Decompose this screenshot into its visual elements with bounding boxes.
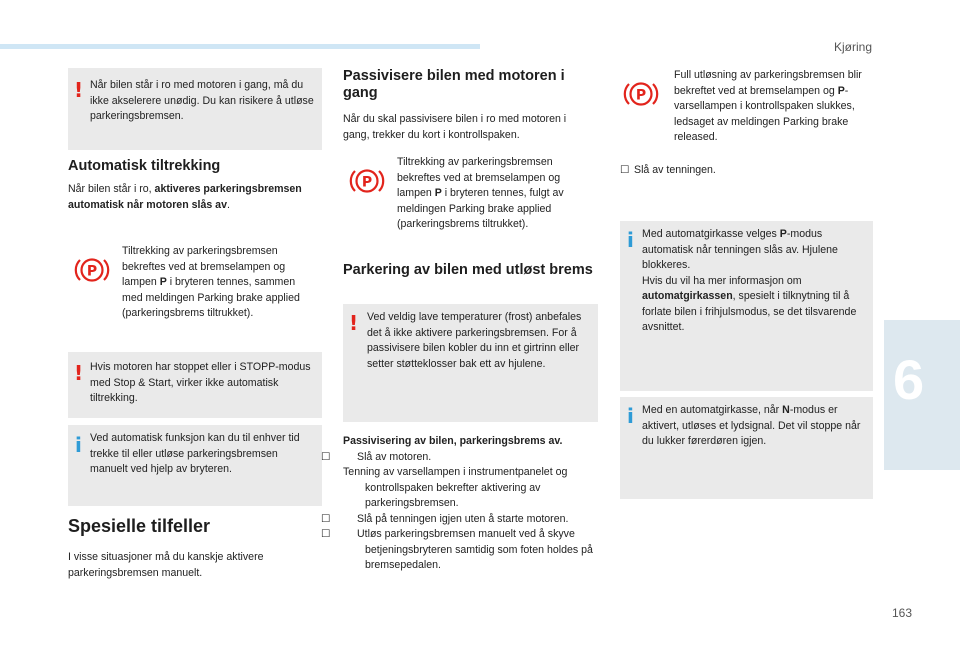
section-title: Kjøring [833,40,872,54]
warning-note-stop-start [68,352,322,418]
checkbox-icon: ☐ [321,528,331,540]
step-text: Slå på tenningen igjen uten å starte motoren. [357,512,569,525]
auto-apply-intro [68,182,318,213]
passivate-confirm-text-b: i bryteren tennes, fulgt av meldingen Parking brake applied (parkeringsbrems tiltrukket). [397,187,564,230]
step-note [343,465,601,512]
info2-bold: automatgirkassen [642,290,733,302]
passivate-confirmation [397,155,595,233]
info3-n: N [782,404,790,416]
step-text: Utløs parkeringsbremsen manuelt ved å skyve betjeningsbryteren samtidig som foten holdes på bremsepedalen. [357,528,593,571]
passivate-steps [321,434,601,574]
auto-apply-confirmation [122,244,318,322]
warning-icon: ! [74,361,84,385]
auto-apply-intro-text: Når bilen står i ro, [68,183,155,195]
checkbox-icon: ☐ [321,450,331,463]
step-text: Slå av motoren. [357,450,432,463]
info-icon: i [627,228,634,252]
warning-icon: ! [349,311,359,335]
header-accent-bar [0,44,480,49]
checkbox-icon: ☐ [321,512,331,525]
info-icon: i [75,433,82,457]
page-number: 163 [891,606,912,620]
info2-p: P [779,228,787,240]
steps-title: Passivisering av bilen, parkeringsbrems av. [343,435,563,447]
heading-automatic-apply: Automatisk tiltrekking [68,158,221,174]
info2-text-a: Med automatgirkasse velges [642,228,780,240]
release-p: P [837,84,845,97]
info2-text-b: -modus automatisk når tenningen slås av. Hjulene blokkeres. [642,228,838,271]
special-cases-text: I visse situasjoner må du kanskje aktivere parkeringsbremsen manuelt. [68,551,264,579]
info-text: Ved automatisk funksjon kan du til enhver tid trekke til eller utløse parkeringsbremsen manuelt ved hjelp av bryteren. [90,432,300,475]
info-text [642,227,868,336]
release-text-b: -varsellampen i kontrollspaken slukkes, ledsaget av meldingen Parking brake released. [674,84,855,143]
auto-apply-end: . [226,198,230,211]
svg-text:P: P [86,263,98,280]
heading-special-cases: Spesielle tilfeller [68,516,211,536]
svg-text:P: P [361,174,373,191]
warning-text: Ved veldig lave temperaturer (frost) anbefales det å ikke aktivere parkeringsbremsen. For å passivisere bilen kobler du inn et girtrinn eller setter støtteklosser bak ett av hjulene. [367,311,582,370]
parking-brake-icon [621,78,661,110]
chapter-number: 6 [893,348,925,411]
heading-passivate-engine-running: Passivisere bilen med motoren i gang [343,68,565,101]
warning-icon: ! [74,78,84,102]
step-item [321,527,601,574]
svg-text:P: P [635,87,647,104]
passivate-confirm-text-a: Tiltrekking av parkeringsbremsen bekreftes ved at bremselampen og lampen [397,156,561,199]
info-note-manual [68,425,322,506]
info-note-neutral-mode [620,397,873,499]
step-text: Slå av tenningen. [634,164,716,176]
auto-confirm-p: P [159,276,167,288]
warning-text: Når bilen står i ro med motoren i gang, må du ikke akselerere unødig. Du kan risikere å utløse parkeringsbremsen. [90,79,314,122]
parking-brake-icon [72,254,112,286]
parking-brake-icon [347,165,387,197]
info2-text-d: , spesielt i tilknytning til å forlate bilen i frihjulsmodus, se det tilsvarende avsnittet. [642,290,857,333]
release-confirmation [674,68,874,146]
warning-note-low-temperature [343,304,598,422]
info3-text-b: -modus er aktivert, utløses et lydsignal. Det vil stoppe når du lukker førerdøren igjen. [642,404,861,447]
step-note-text: Tenning av varsellampen i instrumentpanelet og kontrollspaken bekrefter aktivering av parkeringsbremsen. [343,466,568,509]
step-item [321,512,601,528]
warning-text: Hvis motoren har stoppet eller i STOPP-modus med Stop & Start, virker ikke automatisk tiltrekking. [90,361,311,404]
step-item [321,450,601,466]
auto-confirm-text-a: Tiltrekking av parkeringsbremsen bekreftes ved at bremselampen og lampen [122,245,286,288]
heading-parking-brake-released: Parkering av bilen med utløst brems [343,262,593,278]
release-text-a: Full utløsning av parkeringsbremsen blir bekreftet ved at bremselampen og [674,69,862,97]
auto-apply-bold-text: aktiveres parkeringsbremsen automatisk når motoren slås av [68,183,302,211]
info2-text-c: Hvis du vil ha mer informasjon om [642,274,802,287]
passivate-text: Når du skal passivisere bilen i ro med motoren i gang, trekker du kort i kontrollspaken. [343,113,567,141]
checkbox-icon: ☐ [620,164,630,176]
info-text [642,403,868,450]
step-item [620,163,870,179]
info-icon: i [627,404,634,428]
auto-confirm-text-b: i bryteren tennes, sammen med meldingen Parking brake applied (parkeringsbrems tiltrukket). [122,276,300,319]
passivate-confirm-p: P [434,187,442,199]
info-note-automatic-gearbox [620,221,873,391]
warning-note-acceleration [68,68,322,150]
info3-text-a: Med en automatgirkasse, når [642,404,783,416]
